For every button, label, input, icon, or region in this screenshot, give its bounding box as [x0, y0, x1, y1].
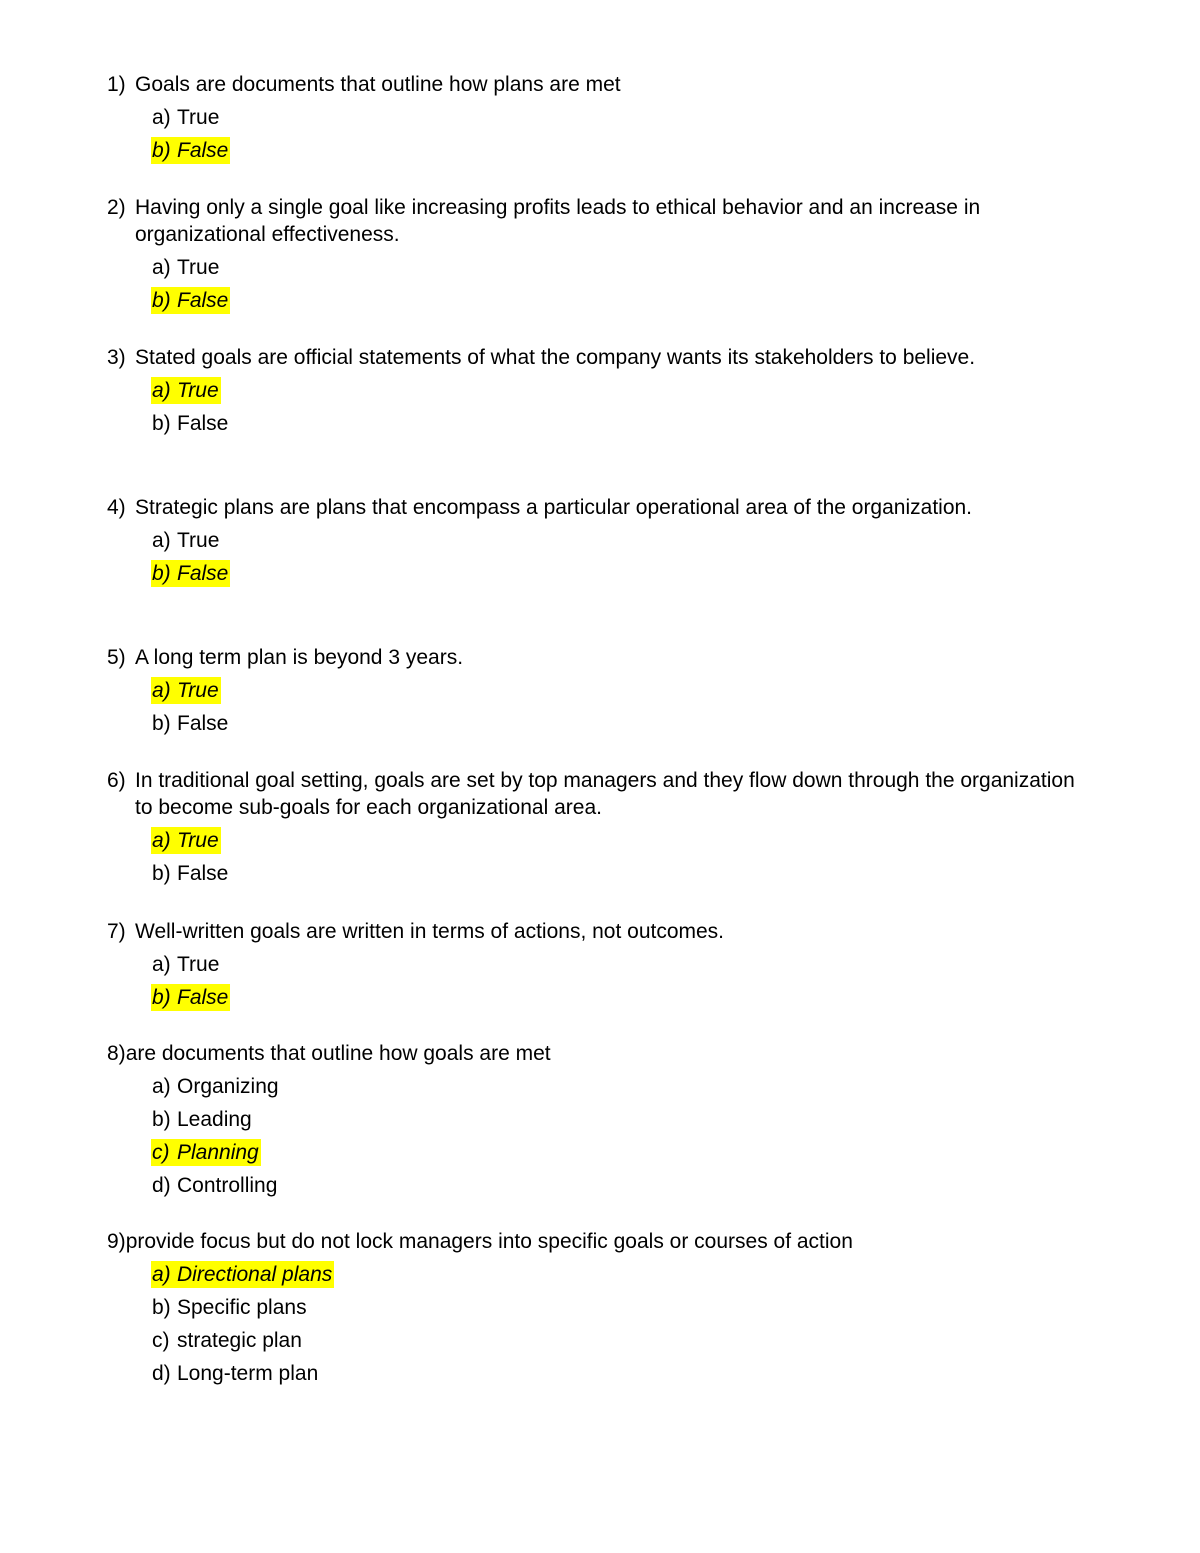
answer-options: [151, 951, 1087, 1017]
option-text: False: [177, 289, 229, 312]
option-a-correct: [151, 1261, 1087, 1294]
question-stem: [107, 71, 1087, 98]
option-b-correct: [151, 287, 1087, 320]
option-letter: b): [152, 986, 171, 1009]
option-letter: b): [152, 139, 171, 162]
question-number: 4): [107, 496, 126, 519]
option-a-correct: [151, 827, 1087, 860]
option-text: True: [177, 679, 219, 702]
option-text: Directional plans: [177, 1263, 333, 1286]
option-letter: a): [152, 953, 171, 976]
question-2: [107, 194, 1087, 320]
answer-options: [151, 254, 1087, 320]
option-d: [151, 1172, 1087, 1205]
option-text: True: [177, 106, 220, 129]
option-a: [151, 254, 1087, 287]
option-letter: a): [152, 529, 171, 552]
question-text: Goals are documents that outline how plans are met: [135, 73, 621, 96]
question-7: [107, 918, 1087, 1017]
option-letter: d): [152, 1362, 171, 1385]
option-text: False: [177, 139, 229, 162]
option-text: True: [177, 529, 220, 552]
option-text: True: [177, 953, 220, 976]
question-6: [107, 767, 1087, 893]
answer-options: [151, 827, 1087, 893]
answer-options: [151, 677, 1087, 743]
option-a: [151, 951, 1087, 984]
option-c-correct: [151, 1139, 1087, 1172]
answer-options: [151, 527, 1087, 593]
option-b-correct: [151, 137, 1087, 170]
option-letter: b): [152, 1108, 171, 1131]
option-letter: b): [152, 289, 171, 312]
question-text: Having only a single goal like increasing profits leads to ethical behavior and an increase in organizational effectiveness.: [135, 196, 981, 246]
question-number: 1): [107, 73, 126, 96]
option-b-correct: [151, 560, 1087, 593]
question-text: Stated goals are official statements of what the company wants its stakeholders to believe.: [135, 346, 976, 369]
question-number: 9): [107, 1230, 126, 1253]
question-3: [107, 344, 1087, 443]
question-number: 7): [107, 920, 126, 943]
question-stem: [107, 918, 1087, 945]
answer-options: [151, 377, 1087, 443]
option-text: False: [177, 562, 229, 585]
option-letter: c): [152, 1141, 170, 1164]
option-text: strategic plan: [177, 1329, 302, 1352]
option-text: False: [177, 412, 229, 435]
question-number: 8): [107, 1042, 126, 1065]
option-letter: b): [152, 1296, 171, 1319]
option-b: [151, 410, 1087, 443]
option-text: Leading: [177, 1108, 252, 1131]
answer-options: [151, 104, 1087, 170]
option-text: True: [177, 379, 219, 402]
question-stem: [107, 767, 1087, 821]
option-text: Specific plans: [177, 1296, 307, 1319]
option-letter: a): [152, 679, 171, 702]
option-letter: b): [152, 712, 171, 735]
option-d: [151, 1360, 1087, 1393]
option-b: [151, 1294, 1087, 1327]
option-text: Planning: [177, 1141, 259, 1164]
option-text: False: [177, 862, 229, 885]
option-letter: a): [152, 106, 171, 129]
question-text: In traditional goal setting, goals are set by top managers and they flow down through the organization to become sub-goals for each organizational area.: [135, 769, 1075, 819]
option-a: [151, 527, 1087, 560]
option-letter: a): [152, 256, 171, 279]
question-stem: [107, 644, 1087, 671]
answer-options: [151, 1073, 1087, 1205]
question-stem: [107, 1228, 1087, 1255]
option-b: [151, 860, 1087, 893]
option-letter: a): [152, 1075, 171, 1098]
option-text: Long-term plan: [177, 1362, 319, 1385]
question-text: Strategic plans are plans that encompass a particular operational area of the organization.: [135, 496, 973, 519]
option-letter: b): [152, 862, 171, 885]
question-1: [107, 71, 1087, 170]
question-stem: [107, 344, 1087, 371]
option-text: True: [177, 829, 219, 852]
option-letter: a): [152, 379, 171, 402]
option-a: [151, 1073, 1087, 1106]
option-c: [151, 1327, 1087, 1360]
option-text: Controlling: [177, 1174, 278, 1197]
option-a: [151, 104, 1087, 137]
option-b: [151, 1106, 1087, 1139]
option-a-correct: [151, 377, 1087, 410]
question-8: [107, 1040, 1087, 1205]
option-letter: b): [152, 562, 171, 585]
option-letter: b): [152, 412, 171, 435]
question-9: [107, 1228, 1087, 1393]
question-number: 6): [107, 769, 126, 792]
question-text: Well-written goals are written in terms of actions, not outcomes.: [135, 920, 725, 943]
option-text: Organizing: [177, 1075, 279, 1098]
option-letter: a): [152, 1263, 171, 1286]
answer-options: [151, 1261, 1087, 1393]
question-number: 3): [107, 346, 126, 369]
option-letter: c): [152, 1329, 170, 1352]
option-letter: a): [152, 829, 171, 852]
option-b: [151, 710, 1087, 743]
question-5: [107, 644, 1087, 743]
question-number: 2): [107, 196, 126, 219]
question-text: are documents that outline how goals are met: [125, 1042, 551, 1065]
option-text: True: [177, 256, 220, 279]
question-number: 5): [107, 646, 126, 669]
question-stem: [107, 1040, 1087, 1067]
option-letter: d): [152, 1174, 171, 1197]
question-4: [107, 494, 1087, 593]
option-text: False: [177, 986, 229, 1009]
option-text: False: [177, 712, 229, 735]
question-text: provide focus but do not lock managers into specific goals or courses of action: [125, 1230, 853, 1253]
question-text: A long term plan is beyond 3 years.: [135, 646, 464, 669]
question-stem: [107, 494, 1087, 521]
option-a-correct: [151, 677, 1087, 710]
question-stem: [107, 194, 1087, 248]
option-b-correct: [151, 984, 1087, 1017]
